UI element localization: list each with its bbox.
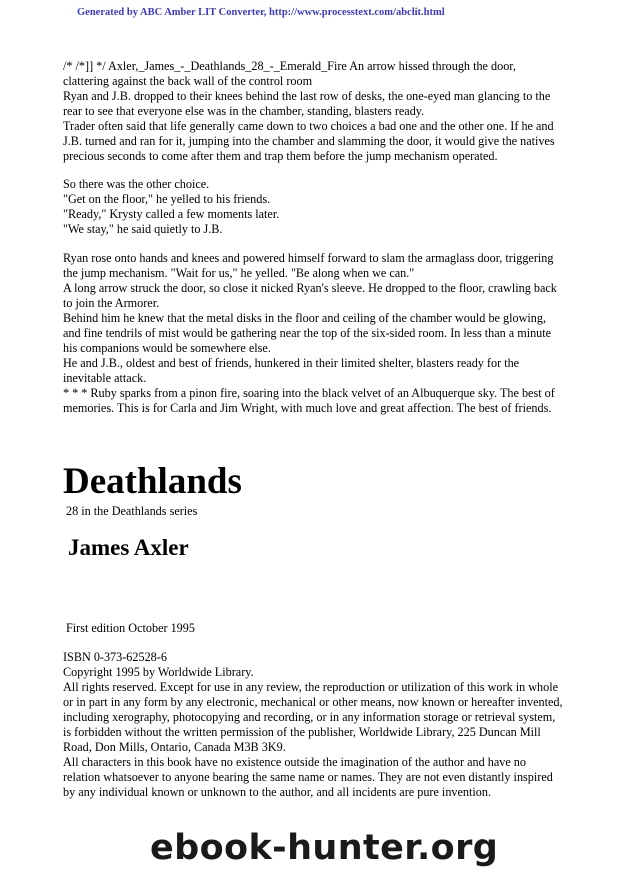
- disclaimer-paragraph: All characters in this book have no existence outside the imagination of the author and have no relation whatsoever to anyone bearing the same name or names. They are not even distantly inspired by any individual known or unknown to the author, and all incidents are pure invention.: [63, 755, 553, 799]
- paragraph: Ryan rose onto hands and knees and powered himself forward to slam the armaglass door, triggering the jump mechanism. "Wait for us," he yelled. "Be along when we can.": [63, 251, 554, 280]
- paragraph: "Ready," Krysty called a few moments later.: [63, 207, 280, 221]
- story-block-2: [63, 177, 563, 237]
- edition-line: First edition October 1995: [66, 621, 195, 635]
- paragraph: * * * Ruby sparks from a pinon fire, soaring into the black velvet of an Albuquerque sky. The best of memories. This is for Carla and Jim Wright, with much love and great affection. The best of friends.: [63, 386, 555, 415]
- paragraph: Trader often said that life generally came down to two choices a bad one and the other one. If he and J.B. turned and ran for it, jumping into the chamber and slamming the door, it would give the natives precious seconds to come after them and trap them before the jump mechanism operated.: [63, 119, 555, 163]
- paragraph: Ryan and J.B. dropped to their knees behind the last row of desks, the one-eyed man glancing to the rear to see that everyone else was in the chamber, standing, blasters ready.: [63, 89, 551, 118]
- paragraph: "We stay," he said quietly to J.B.: [63, 222, 223, 236]
- rights-paragraph: All rights reserved. Except for use in any review, the reproduction or utilization of this work in whole or in part in any form by any electronic, mechanical or other means, now known or hereafter invented, including xerography, photocopying and recording, or in any information storage or retrieval system, is forbidden without the written permission of the publisher, Worldwide Library, 225 Duncan Mill Road, Don Mills, Ontario, Canada M3B 3K9.: [63, 680, 563, 754]
- copyright-block: [63, 650, 563, 800]
- paragraph: "Get on the floor," he yelled to his friends.: [63, 192, 271, 206]
- story-block-1: [63, 59, 563, 164]
- series-line: 28 in the Deathlands series: [66, 504, 198, 518]
- converter-header-note: Generated by ABC Amber LIT Converter, http://www.processtext.com/abclit.html: [77, 7, 445, 18]
- copyright-line: Copyright 1995 by Worldwide Library.: [63, 665, 254, 679]
- isbn-line: ISBN 0-373-62528-6: [63, 650, 167, 664]
- paragraph: Behind him he knew that the metal disks in the floor and ceiling of the chamber would be glowing, and fine tendrils of mist would be gathering near the top of the six-sided room. In less than a minute his companions would be somewhere else.: [63, 311, 552, 355]
- paragraph: So there was the other choice.: [63, 177, 210, 191]
- paragraph: A long arrow struck the door, so close it nicked Ryan's sleeve. He dropped to the floor, crawling back to join the Armorer.: [63, 281, 557, 310]
- watermark: ebook-hunter.org: [150, 828, 499, 868]
- story-block-3: [63, 251, 563, 416]
- author-name: James Axler: [68, 535, 189, 560]
- book-title: Deathlands: [63, 461, 242, 502]
- paragraph: /* /*]] */ Axler,_James_-_Deathlands_28_-_Emerald_Fire An arrow hissed through the door, clattering against the back wall of the control room: [63, 59, 516, 88]
- paragraph: He and J.B., oldest and best of friends, hunkered in their limited shelter, blasters ready for the inevitable attack.: [63, 356, 520, 385]
